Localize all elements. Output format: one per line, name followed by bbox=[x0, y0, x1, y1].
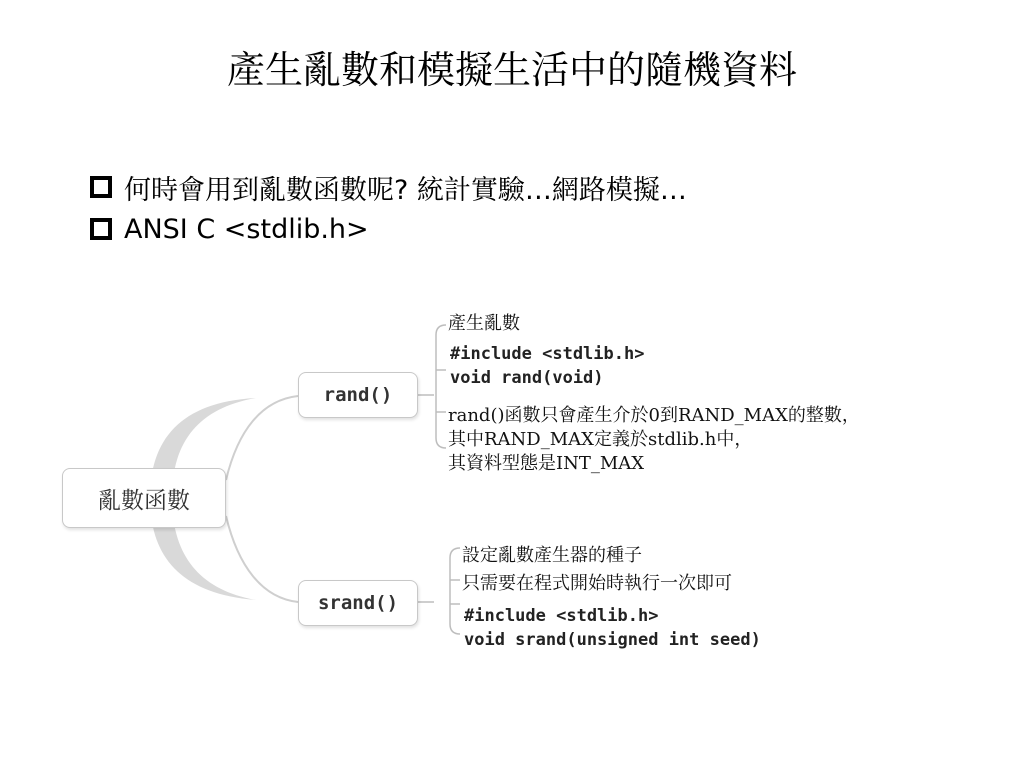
srand-description-line: 只需要在程式開始時執行一次即可 bbox=[462, 573, 732, 594]
slide-title: 產生亂數和模擬生活中的隨機資料 bbox=[226, 48, 797, 92]
srand-code-include: #include <stdlib.h> bbox=[464, 606, 659, 626]
srand-description-line: 設定亂數產生器的種子 bbox=[462, 545, 642, 566]
bullet-text: ANSI C <stdlib.h> bbox=[124, 213, 369, 245]
srand-code-signature: void srand(unsigned int seed) bbox=[464, 630, 761, 650]
bullet-text: 何時會用到亂數函數呢? 統計實驗…網路模擬… bbox=[124, 174, 687, 206]
rand-description-line: 其資料型態是INT_MAX bbox=[448, 453, 645, 474]
root-node: 亂數函數 bbox=[62, 468, 226, 528]
rand-description-title: 產生亂數 bbox=[448, 313, 520, 334]
rand-node: rand() bbox=[298, 372, 418, 418]
rand-bracket bbox=[436, 325, 446, 448]
rand-description-line: rand()函數只會產生介於0到RAND_MAX的整數， bbox=[448, 405, 860, 426]
root-to-rand-link bbox=[226, 396, 298, 480]
rand-description-line: 其中RAND_MAX定義於stdlib.h中， bbox=[448, 429, 753, 450]
rand-code-include: #include <stdlib.h> bbox=[450, 344, 645, 364]
rand-code-signature: void rand(void) bbox=[450, 368, 604, 388]
srand-bracket bbox=[450, 548, 460, 634]
srand-node: srand() bbox=[298, 580, 418, 626]
root-to-srand-link bbox=[226, 516, 298, 602]
